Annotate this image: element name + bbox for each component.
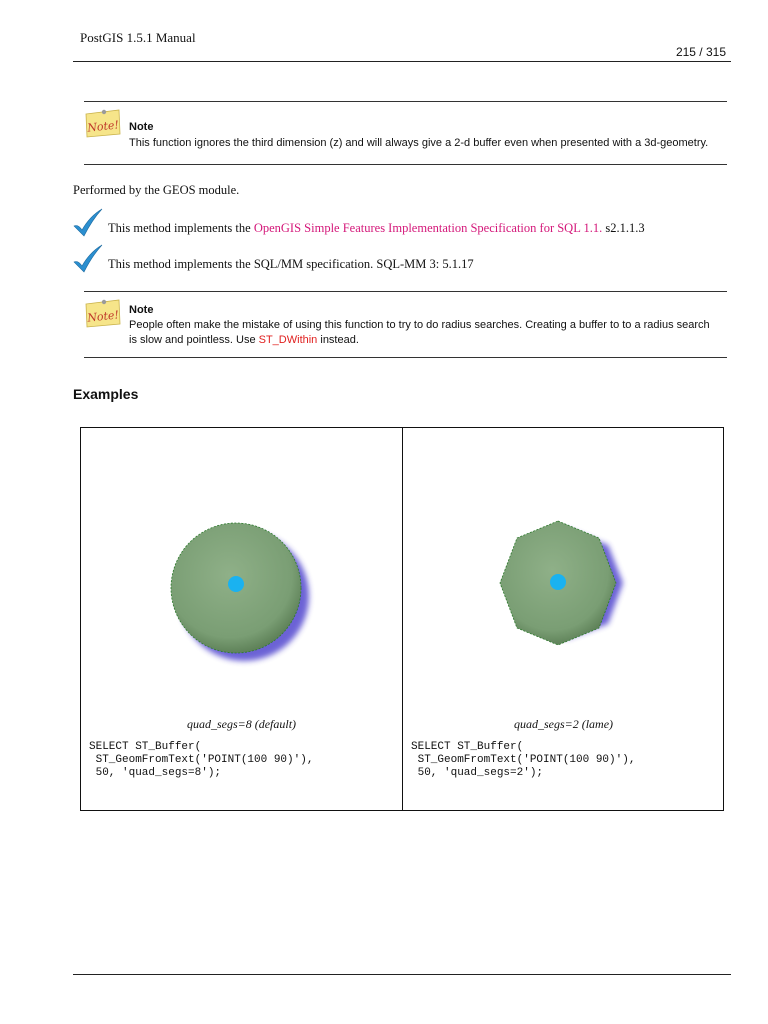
header-title: PostGIS 1.5.1 Manual	[80, 30, 196, 45]
ogc-spec-link[interactable]: OpenGIS Simple Features Implementation Specification for SQL 1.1.	[253, 221, 603, 235]
checkmark-icon	[72, 208, 104, 238]
note-text-line1: People often make the mistake of using this function to try to do radius searches. Creating a buffer to to a radius search	[129, 319, 710, 331]
checkmark-icon	[72, 244, 104, 274]
example-code: SELECT ST_Buffer( ST_GeomFromText('POINT(100 90)'), 50, 'quad_segs=2');	[411, 741, 636, 779]
note-text: This function ignores the third dimension (z) and will always give a 2-d buffer even when presented with a 3d-geometry.	[129, 137, 709, 149]
note-title: Note	[129, 121, 154, 133]
point-marker	[550, 574, 566, 590]
ogc-prefix: This method implements the	[108, 221, 254, 235]
example-caption: quad_segs=2 (lame)	[513, 717, 614, 731]
buffer-circle-figure	[161, 508, 321, 668]
example-cell-right	[403, 428, 724, 810]
footer-rule	[73, 974, 731, 975]
example-code: SELECT ST_Buffer( ST_GeomFromText('POINT(100 90)'), 50, 'quad_segs=8');	[89, 741, 314, 779]
ogc-suffix: s2.1.1.3	[602, 221, 645, 235]
sqlmm-compliance-text: This method implements the SQL/MM specification. SQL-MM 3: 5.1.17	[108, 257, 474, 271]
point-marker	[228, 576, 244, 592]
note-title: Note	[129, 304, 154, 316]
example-caption: quad_segs=8 (default)	[186, 717, 297, 731]
performed-by-text: Performed by the GEOS module.	[73, 183, 240, 197]
header-rule	[73, 61, 731, 62]
ogc-compliance-text	[108, 221, 645, 236]
svg-text:Note!: Note!	[86, 308, 120, 325]
st-dwithin-link[interactable]: ST_DWithin	[258, 334, 318, 346]
svg-text:Note!: Note!	[86, 118, 120, 135]
note-box-1	[84, 101, 727, 165]
note-icon	[84, 108, 122, 138]
note-box-2	[84, 291, 727, 358]
example-cell-left	[81, 428, 402, 810]
note-text	[129, 318, 729, 348]
note-text-line2: is slow and pointless. Use ST_DWithin instead.	[129, 334, 359, 346]
note-icon	[84, 298, 122, 328]
section-title: Examples	[73, 386, 139, 402]
buffer-octagon-figure	[483, 508, 643, 668]
page-number: 215 / 315	[675, 45, 726, 59]
examples-table	[80, 427, 724, 811]
